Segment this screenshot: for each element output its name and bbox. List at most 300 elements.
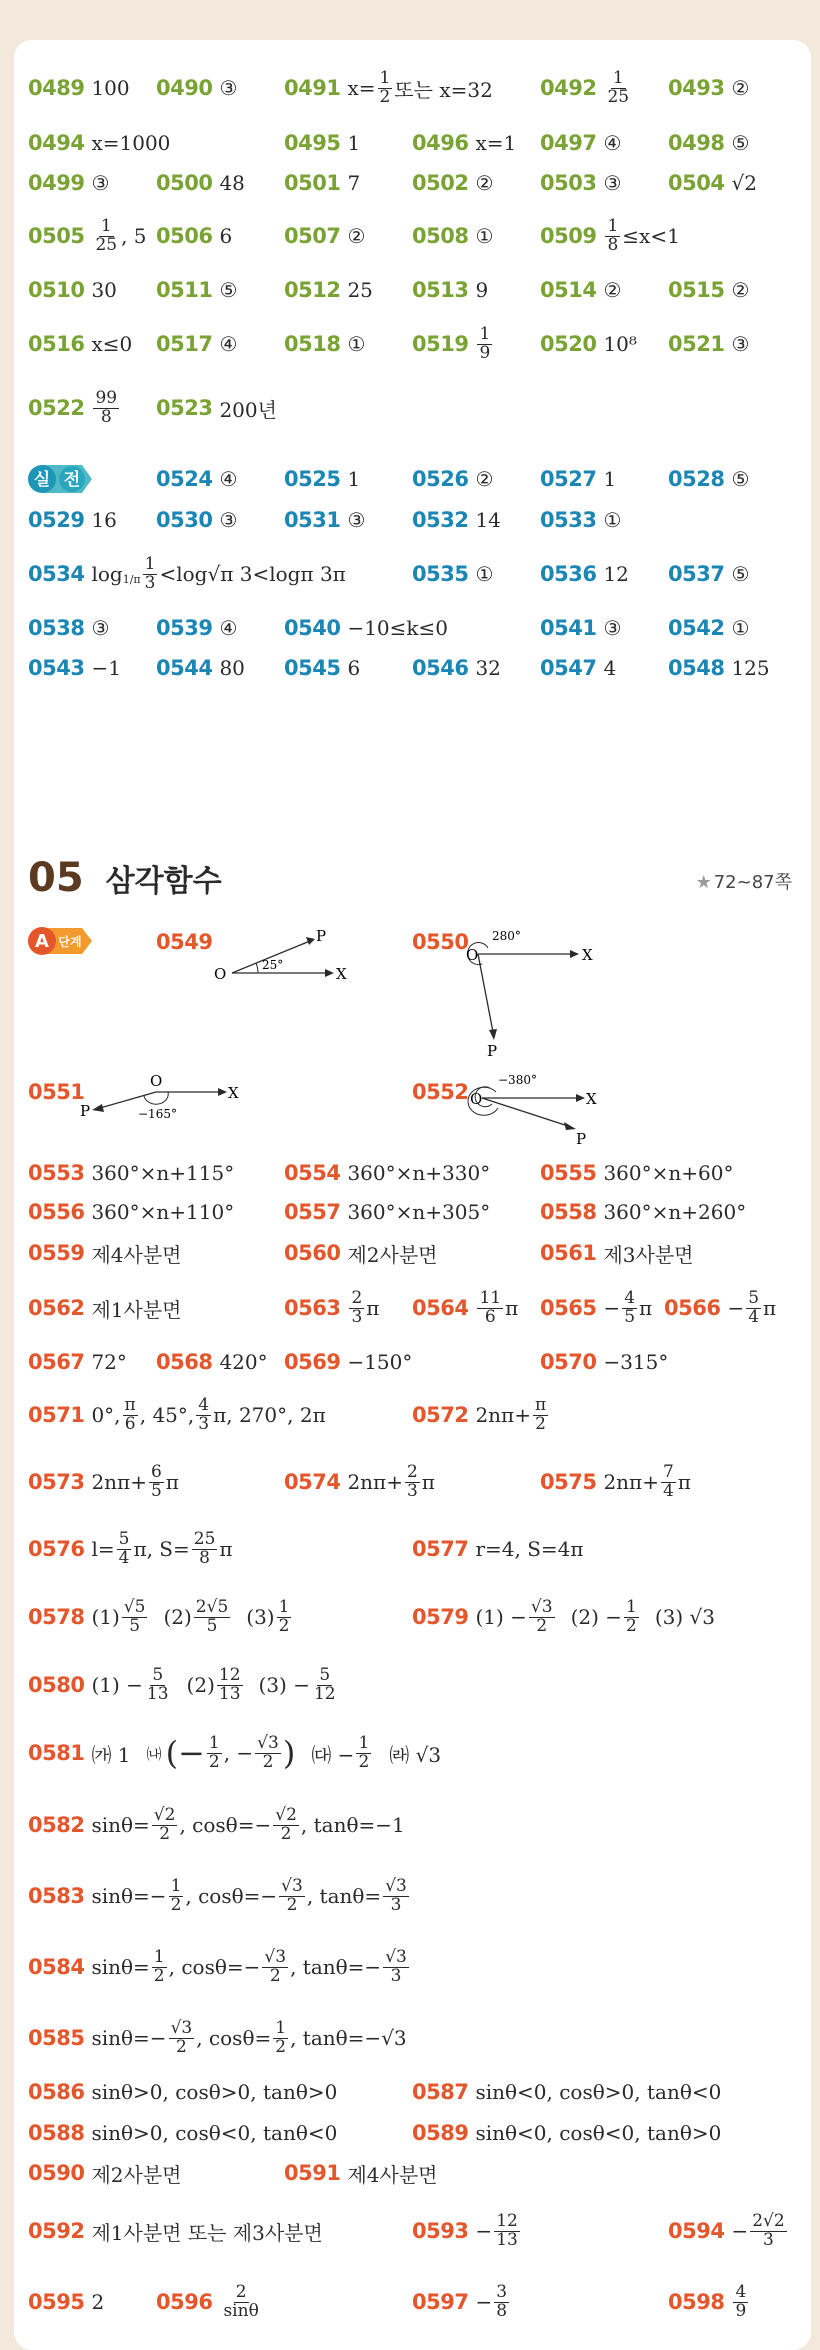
answer: ㈎ 1	[91, 1742, 131, 1767]
problem-number: 0577	[412, 1537, 469, 1561]
origin-label: O	[150, 1072, 163, 1090]
problem-number: 0496	[412, 131, 469, 155]
log-base: 1/π	[122, 573, 141, 586]
answer: 360°×n+60°	[603, 1161, 734, 1185]
p-label: P	[576, 1130, 587, 1148]
answer: −10≤k≤0	[347, 616, 449, 640]
p-label: P	[80, 1102, 91, 1120]
answer: 30	[91, 278, 117, 302]
answer: 9	[475, 278, 489, 302]
fraction: $\frac{√3}{2}$	[257, 1732, 279, 1772]
problem-number: 0519	[412, 332, 469, 356]
answer: sinθ=−	[91, 2026, 167, 2050]
problem-number: 0530	[156, 508, 213, 532]
answer: ㈑ √3	[389, 1742, 442, 1767]
answer: x=1000	[91, 131, 171, 155]
problem-number: 0592	[28, 2219, 85, 2243]
section-page-ref	[696, 868, 792, 894]
answer: 14	[475, 508, 501, 532]
answer: 제4사분면	[91, 1242, 182, 1267]
problem-number: 0551	[28, 1080, 85, 1104]
answer: −1	[91, 656, 121, 680]
problem-number: 0565	[540, 1296, 597, 1320]
problem-number: 0576	[28, 1537, 85, 1561]
answer: ③	[603, 171, 622, 195]
answer: (−	[165, 1734, 205, 1772]
fraction: $\frac{\pi}{6}$	[124, 1394, 136, 1434]
section-title	[28, 855, 222, 901]
angle-diagram-0549	[210, 925, 350, 985]
problem-number: 0586	[28, 2080, 85, 2104]
answer: 10⁸	[603, 332, 637, 356]
practice-badge-icon	[28, 463, 94, 495]
answer: 80	[219, 656, 245, 680]
answer: x≤0	[91, 332, 133, 356]
fraction: $\frac{11}{6}$	[479, 1287, 502, 1327]
problem-number: 0596	[156, 2290, 213, 2314]
answer: sinθ>0, cosθ<0, tanθ<0	[91, 2121, 338, 2145]
answer: log	[91, 562, 123, 586]
fraction: $\frac{5}{13}$	[146, 1664, 169, 1704]
answer: −	[731, 2219, 749, 2243]
problem-number: 0499	[28, 171, 85, 195]
problem-number: 0531	[284, 508, 341, 532]
problem-number: 0558	[540, 1200, 597, 1224]
fraction: $\frac{4}{3}$	[198, 1394, 210, 1434]
problem-number: 0582	[28, 1813, 85, 1837]
problem-number: 0584	[28, 1955, 85, 1979]
problem-number: 0505	[28, 224, 85, 248]
fraction: $\frac{2}{3}$	[351, 1287, 363, 1327]
answer: (3)	[246, 1605, 275, 1629]
answer: π	[505, 1296, 519, 1320]
answer: ②	[475, 171, 494, 195]
answer: 1	[603, 467, 617, 491]
problem-number: 0542	[668, 616, 725, 640]
problem-number: 0588	[28, 2121, 85, 2145]
problem-number: 0503	[540, 171, 597, 195]
problem-number: 0570	[540, 1350, 597, 1374]
answer: ②	[731, 76, 750, 100]
answer: 2nπ+	[91, 1470, 147, 1494]
fraction: $\frac{6}{5}$	[150, 1461, 162, 1501]
answer: ④	[603, 131, 622, 155]
answer: π	[366, 1296, 380, 1320]
fraction: $\frac{4}{9}$	[735, 2281, 747, 2321]
answer: (1) −	[475, 1605, 527, 1629]
problem-number: 0571	[28, 1403, 85, 1427]
problem-number: 0547	[540, 656, 597, 680]
fraction: $\frac{7}{4}$	[662, 1461, 674, 1501]
answer: ⑤	[731, 467, 750, 491]
x-label: X	[586, 1090, 597, 1108]
problem-number: 0552	[412, 1080, 469, 1104]
answer: 420°	[219, 1350, 268, 1374]
section-number: 05	[28, 855, 84, 901]
problem-number: 0535	[412, 562, 469, 586]
answer: 4	[603, 656, 617, 680]
problem-number: 0537	[668, 562, 725, 586]
answer: 360°×n+305°	[347, 1200, 491, 1224]
fraction: $\frac{1}{2}$	[278, 1596, 290, 1636]
answer: √2	[731, 171, 757, 195]
silijeon-badge	[28, 463, 94, 495]
answer: , cosθ=	[196, 2026, 272, 2050]
origin-label: O	[470, 1090, 483, 1108]
problem-number: 0511	[156, 278, 213, 302]
problem-number: 0590	[28, 2161, 85, 2185]
answer: π	[763, 1296, 777, 1320]
answer: 32	[475, 656, 501, 680]
answer: (3) −	[258, 1673, 310, 1697]
x-label: X	[228, 1084, 239, 1102]
problem-number: 0520	[540, 332, 597, 356]
answer: 2	[91, 2290, 105, 2314]
fraction: $\frac{4}{5}$	[624, 1287, 636, 1327]
answer: π, S=	[133, 1537, 190, 1561]
fraction: $\frac{√3}{2}$	[530, 1596, 553, 1636]
problem-number: 0512	[284, 278, 341, 302]
problem-number: 0526	[412, 467, 469, 491]
fraction: $\frac{√2}{2}$	[275, 1804, 297, 1844]
fraction: $\frac{√3}{2}$	[264, 1946, 287, 1986]
problem-number: 0594	[668, 2219, 725, 2243]
problem-number: 0529	[28, 508, 85, 532]
answer: r=4, S=4π	[475, 1537, 584, 1561]
stage-a-badge	[28, 925, 94, 957]
answer: , cosθ=−	[185, 1884, 278, 1908]
problem-number: 0585	[28, 2026, 85, 2050]
fraction: $\frac{1}{2}$	[170, 1875, 182, 1915]
problem-number: 0532	[412, 508, 469, 532]
answer: )	[282, 1734, 296, 1772]
problem-number: 0493	[668, 76, 725, 100]
answer: ③	[603, 616, 622, 640]
answer: −	[475, 2219, 493, 2243]
problem-number: 0589	[412, 2121, 469, 2145]
problem-number: 0494	[28, 131, 85, 155]
answer: (1)	[91, 1605, 120, 1629]
problem-number: 0514	[540, 278, 597, 302]
answer: (2)	[186, 1673, 215, 1697]
problem-number: 0572	[412, 1403, 469, 1427]
problem-number: 0546	[412, 656, 469, 680]
answer: 0°,	[91, 1403, 121, 1427]
page-range: 72~87쪽	[713, 872, 792, 893]
answer: ③	[219, 76, 238, 100]
answer: , tanθ=−1	[300, 1813, 405, 1837]
problem-number: 0497	[540, 131, 597, 155]
angle-label: 280°	[492, 929, 521, 943]
answer: ①	[603, 508, 622, 532]
answer: 제1사분면	[91, 1297, 182, 1322]
problem-number: 0559	[28, 1241, 85, 1265]
answer: sinθ<0, cosθ<0, tanθ>0	[475, 2121, 722, 2145]
answer: 또는 x=32	[394, 77, 493, 102]
answer: sinθ=	[91, 1813, 150, 1837]
answer: 7	[347, 171, 361, 195]
answer: sinθ=	[91, 1955, 150, 1979]
answer: 12	[603, 562, 629, 586]
fraction: $\frac{1}{2}$	[275, 2017, 287, 2057]
answer: , tanθ=	[306, 1884, 382, 1908]
problem-number: 0517	[156, 332, 213, 356]
fraction: $\frac{2√2}{3}$	[752, 2210, 785, 2250]
answer: ④	[219, 616, 238, 640]
answer: ㈐ −	[311, 1742, 355, 1767]
answer: π	[165, 1470, 179, 1494]
answer: 16	[91, 508, 117, 532]
problem-number: 0579	[412, 1605, 469, 1629]
answer: , 5	[121, 224, 147, 248]
origin-label: O	[214, 965, 227, 983]
problem-number: 0515	[668, 278, 725, 302]
fraction: $\frac{1}{3}$	[144, 553, 156, 593]
answer: ①	[731, 616, 750, 640]
answer: 72°	[91, 1350, 127, 1374]
answer: sinθ>0, cosθ>0, tanθ>0	[91, 2080, 338, 2104]
answer: ⑤	[731, 131, 750, 155]
badge-letter: A	[35, 931, 49, 952]
problem-number: 0564	[412, 1296, 469, 1320]
problem-number: 0527	[540, 467, 597, 491]
answer: x=	[347, 76, 376, 100]
problem-number: 0525	[284, 467, 341, 491]
x-label: X	[582, 946, 593, 964]
problem-number: 0534	[28, 562, 85, 586]
answer: 1	[347, 467, 361, 491]
problem-number: 0538	[28, 616, 85, 640]
answer: ≤x<1	[622, 224, 680, 248]
answer: sinθ=−	[91, 1884, 167, 1908]
answer: ㈏	[146, 1744, 162, 1763]
problem-number: 0506	[156, 224, 213, 248]
answer: −315°	[603, 1350, 669, 1374]
answer: ⑤	[731, 562, 750, 586]
problem-number: 0541	[540, 616, 597, 640]
problem-number: 0522	[28, 396, 85, 420]
answer: 48	[219, 171, 245, 195]
fraction: $\frac{12}{13}$	[218, 1664, 241, 1704]
answer: ①	[475, 224, 494, 248]
answer: ③	[219, 508, 238, 532]
fraction: $\frac{√3}{2}$	[170, 2017, 193, 2057]
answer: −	[727, 1296, 745, 1320]
angle-label: 25°	[262, 958, 284, 972]
problem-number: 0567	[28, 1350, 85, 1374]
answer: π	[219, 1537, 233, 1561]
fraction: $\frac{1}{2}$	[153, 1946, 165, 1986]
fraction: $\frac{\pi}{2}$	[534, 1394, 547, 1434]
angle-label: −165°	[138, 1107, 177, 1121]
problem-number: 0540	[284, 616, 341, 640]
fraction: $\frac{1}{2}$	[626, 1596, 637, 1636]
answer: ③	[91, 171, 110, 195]
answer: 25	[347, 278, 373, 302]
answer: π	[639, 1296, 653, 1320]
answer: (2) −	[570, 1605, 623, 1629]
fraction: $\frac{5}{4}$	[748, 1287, 760, 1327]
fraction: $\frac{√5}{5}$	[123, 1596, 146, 1636]
problem-number: 0568	[156, 1350, 213, 1374]
problem-number: 0593	[412, 2219, 469, 2243]
fraction: $\frac{5}{4}$	[118, 1528, 130, 1568]
problem-number: 0510	[28, 278, 85, 302]
fraction: $\frac{√3}{2}$	[281, 1875, 303, 1915]
problem-number: 0575	[540, 1470, 597, 1494]
angle-diagram-0552	[458, 1068, 608, 1148]
problem-number: 0556	[28, 1200, 85, 1224]
problem-number: 0574	[284, 1470, 341, 1494]
fraction: $\frac{5}{12}$	[313, 1664, 336, 1704]
problem-number: 0539	[156, 616, 213, 640]
problem-number: 0509	[540, 224, 597, 248]
problem-number: 0555	[540, 1161, 597, 1185]
answer: (3) √3	[654, 1605, 715, 1629]
problem-number: 0500	[156, 171, 213, 195]
stage-badge-icon	[28, 925, 94, 957]
answer: ②	[603, 278, 622, 302]
problem-number: 0569	[284, 1350, 341, 1374]
answer: π, 270°, 2π	[213, 1403, 326, 1427]
star-icon: ★	[695, 872, 712, 893]
answer: 1	[347, 131, 361, 155]
fraction: $\frac{1}{25}$	[95, 215, 118, 255]
problem-number: 0502	[412, 171, 469, 195]
problem-number: 0595	[28, 2290, 85, 2314]
problem-number: 0553	[28, 1161, 85, 1185]
problem-number: 0516	[28, 332, 85, 356]
fraction: $\frac{1}{9}$	[479, 323, 491, 363]
answer: 360°×n+260°	[603, 1200, 747, 1224]
problem-number: 0563	[284, 1296, 341, 1320]
problem-number: 0501	[284, 171, 341, 195]
answer: , cosθ=−	[168, 1955, 261, 1979]
problem-number: 0598	[668, 2290, 725, 2314]
problem-number: 0545	[284, 656, 341, 680]
answer: ④	[219, 467, 238, 491]
problem-number: 0489	[28, 76, 85, 100]
answer: sinθ<0, cosθ>0, tanθ<0	[475, 2080, 722, 2104]
problem-number: 0528	[668, 467, 725, 491]
answer: 제1사분면 또는 제3사분면	[91, 2220, 323, 2245]
problem-number: 0492	[540, 76, 597, 100]
problem-number: 0566	[664, 1296, 721, 1320]
problem-number: 0583	[28, 1884, 85, 1908]
fraction: $\frac{2}{\sin\theta}$	[223, 2281, 259, 2321]
problem-number: 0573	[28, 1470, 85, 1494]
fraction: $\frac{√3}{3}$	[385, 1875, 407, 1915]
answer: ①	[475, 562, 494, 586]
answer: ④	[219, 332, 238, 356]
fraction: $\frac{1}{25}$	[607, 67, 630, 107]
answer: 제2사분면	[91, 2162, 182, 2187]
problem-number: 0557	[284, 1200, 341, 1224]
answer: 제4사분면	[347, 2162, 438, 2187]
problem-number: 0591	[284, 2161, 341, 2185]
problem-number: 0513	[412, 278, 469, 302]
answer: ②	[347, 224, 366, 248]
p-label: P	[487, 1042, 498, 1060]
badge-char-1: 실	[33, 470, 51, 490]
fraction: $\frac{1}{2}$	[379, 67, 391, 107]
answer: (2)	[163, 1605, 192, 1629]
problem-number: 0533	[540, 508, 597, 532]
answer: 2nπ+	[347, 1470, 403, 1494]
problem-number: 0581	[28, 1741, 85, 1765]
x-label: X	[336, 965, 347, 983]
answer: 6	[347, 656, 361, 680]
answer: , tanθ=−	[290, 1955, 382, 1979]
answer: <log√π 3<logπ 3π	[159, 562, 346, 586]
angle-label: −380°	[498, 1073, 537, 1087]
fraction: $\frac{2√5}{5}$	[195, 1596, 229, 1636]
problem-number: 0523	[156, 396, 213, 420]
problem-number: 0550	[412, 930, 469, 954]
answer: ②	[731, 278, 750, 302]
problem-number: 0554	[284, 1161, 341, 1185]
fraction: $\frac{99}{8}$	[95, 387, 118, 427]
fraction: $\frac{1}{8}$	[607, 215, 619, 255]
answer: 제3사분면	[603, 1242, 694, 1267]
problem-number: 0491	[284, 76, 341, 100]
problem-number: 0524	[156, 467, 213, 491]
answer: −150°	[347, 1350, 413, 1374]
fraction: $\frac{25}{8}$	[193, 1528, 216, 1568]
angle-diagram-0550	[458, 922, 598, 1062]
fraction: $\frac{√2}{2}$	[153, 1804, 176, 1844]
problem-number: 0578	[28, 1605, 85, 1629]
problem-number: 0536	[540, 562, 597, 586]
answer: −	[475, 2290, 493, 2314]
problem-number: 0518	[284, 332, 341, 356]
answer: x=1	[475, 131, 517, 155]
angle-diagram-0551	[78, 1070, 248, 1130]
problem-number: 0549	[156, 930, 213, 954]
answer: ③	[731, 332, 750, 356]
fraction: $\frac{1}{2}$	[208, 1732, 220, 1772]
problem-number: 0507	[284, 224, 341, 248]
problem-number: 0543	[28, 656, 85, 680]
answer: ③	[347, 508, 366, 532]
answer: , −	[223, 1741, 254, 1765]
problem-number: 0508	[412, 224, 469, 248]
problem-number: 0548	[668, 656, 725, 680]
answer: 200년	[219, 397, 277, 422]
answer: 360°×n+110°	[91, 1200, 235, 1224]
fraction: $\frac{12}{13}$	[496, 2210, 518, 2250]
answer: π	[421, 1470, 435, 1494]
p-label: P	[316, 927, 327, 945]
problem-number: 0561	[540, 1241, 597, 1265]
problem-number: 0504	[668, 171, 725, 195]
answer: 6	[219, 224, 233, 248]
answer: 2nπ+	[603, 1470, 659, 1494]
problem-number: 0562	[28, 1296, 85, 1320]
fraction: $\frac{1}{2}$	[358, 1732, 370, 1772]
problem-number: 0521	[668, 332, 725, 356]
answer: , cosθ=−	[179, 1813, 272, 1837]
problem-number: 0490	[156, 76, 213, 100]
answer: ③	[91, 616, 110, 640]
problem-number: 0580	[28, 1673, 85, 1697]
fraction: $\frac{3}{8}$	[496, 2281, 508, 2321]
problem-number: 0587	[412, 2080, 469, 2104]
answer: 125	[731, 656, 770, 680]
badge-text: 단계	[58, 935, 82, 949]
problem-number: 0544	[156, 656, 213, 680]
section-name: 삼각함수	[105, 864, 222, 899]
